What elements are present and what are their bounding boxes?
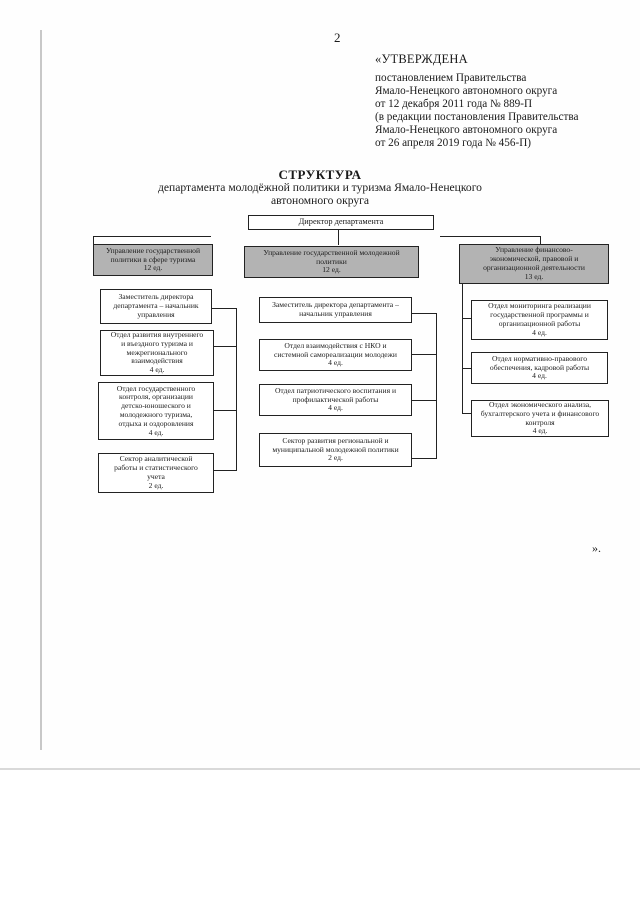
deputy-director-tourism-box — [100, 289, 212, 324]
box-text-line: управления — [137, 309, 175, 319]
connector-line — [412, 458, 437, 459]
box-text-line: организационной работы — [498, 319, 581, 328]
connector-line — [412, 313, 437, 314]
approved-heading: «УТВЕРЖДЕНА — [375, 52, 468, 66]
connector-line — [93, 236, 94, 244]
resolution-line: (в редакции постановления Правительства — [375, 111, 579, 123]
connector-line — [93, 236, 211, 237]
box-text-line: политики в сфере туризма — [110, 254, 196, 264]
legal-personnel-division-box — [471, 352, 608, 384]
resolution-line: от 26 апреля 2019 года № 456-П) — [375, 137, 531, 149]
connector-line — [440, 236, 540, 237]
box-text-line: детско-юношеского и — [121, 401, 191, 411]
box-text-line: 4 ед. — [532, 327, 547, 337]
box-text-line: 12 ед. — [322, 265, 341, 275]
box-text-line: Сектор аналитической — [119, 454, 193, 464]
box-text-line: Отдел государственного — [116, 383, 196, 393]
finance-legal-department-box — [459, 244, 609, 284]
box-text-line: Отдел развития внутреннего — [110, 330, 204, 340]
box-text-line: Заместитель директора департамента – — [272, 300, 399, 310]
document-subtitle: департамента молодёжной политики и туризма Ямало-Ненецкого — [158, 181, 482, 194]
state-control-division-box — [98, 382, 214, 440]
box-text-line: Отдел экономического анализа, — [488, 399, 592, 409]
box-text-line: 2 ед. — [328, 453, 343, 463]
box-text-line: Управление государственной — [105, 245, 201, 255]
youth-policy-department-box — [244, 246, 419, 278]
box-text-line: контроля — [525, 417, 555, 427]
box-text-line: 4 ед. — [532, 426, 548, 436]
connector-line — [540, 236, 541, 244]
page-edge — [0, 768, 640, 770]
connector-line — [462, 276, 463, 414]
box-text-line: работы и статистического — [114, 463, 198, 473]
program-monitoring-division-box — [471, 300, 608, 340]
connector-line — [214, 410, 237, 411]
box-text-line: 2 ед. — [148, 480, 164, 490]
box-text-line: обеспечения, кадровой работы — [489, 362, 590, 372]
box-text-line: Заместитель директора — [118, 292, 194, 302]
connector-line — [436, 313, 437, 459]
box-text-line: взаимодействия — [131, 356, 183, 366]
analytics-sector-box — [98, 453, 214, 493]
box-text-line: государственной программы и — [490, 310, 589, 320]
resolution-line: от 12 декабря 2011 года № 889-П — [375, 98, 533, 110]
tourism-policy-department-box — [93, 244, 213, 276]
resolution-line: Ямало-Ненецкого автономного округа — [375, 124, 558, 136]
box-text-line: Управление государственной молодежной — [263, 247, 400, 257]
document-subtitle: автономного округа — [270, 194, 370, 207]
scan-margin-mark — [40, 30, 42, 750]
box-text-line: учета — [147, 472, 165, 481]
resolution-line: постановлением Правительства — [375, 72, 527, 84]
connector-line — [212, 308, 237, 309]
economic-analysis-division-box — [471, 400, 609, 437]
closing-quote-mark: ». — [592, 541, 601, 555]
box-text-line: 13 ед. — [524, 271, 544, 281]
connector-line — [412, 354, 437, 355]
box-text-line: экономической, правовой и — [489, 254, 579, 264]
connector-line — [338, 228, 339, 245]
nko-interaction-division-box — [259, 339, 412, 371]
box-text-line: 4 ед. — [328, 358, 343, 368]
box-text-line: контроля, организации — [119, 392, 193, 402]
box-text-line: бухгалтерского учета и финансового — [480, 408, 600, 418]
box-text-line: Сектор развития региональной и — [282, 435, 389, 445]
domestic-tourism-division-box — [100, 330, 214, 376]
resolution-line: Ямало-Ненецкого автономного округа — [375, 85, 558, 97]
connector-line — [462, 318, 471, 319]
connector-line — [236, 308, 237, 471]
box-text-line: департамента – начальник — [113, 301, 199, 311]
box-text-line: межрегионального — [126, 347, 188, 357]
connector-line — [214, 470, 237, 471]
box-text-line: Отдел взаимодействия с НКО и — [284, 340, 387, 350]
director-label: Директор департамента — [298, 217, 384, 227]
box-text-line: Отдел патриотического воспитания и — [274, 385, 397, 395]
box-text-line: профилактической работы — [292, 394, 379, 404]
document-title: СТРУКТУРА — [278, 167, 362, 182]
box-text-line: отдыха и оздоровления — [118, 418, 194, 428]
box-text-line: Отдел мониторинга реализации — [488, 301, 591, 311]
box-text-line: политики — [316, 256, 347, 266]
regional-youth-policy-sector-box — [259, 433, 412, 467]
box-text-line: 4 ед. — [328, 403, 343, 413]
connector-line — [462, 368, 471, 369]
box-text-line: системной самореализации молодежи — [274, 349, 397, 359]
box-text-line: 4 ед. — [532, 371, 547, 381]
box-text-line: Управление финансово- — [495, 245, 573, 255]
box-text-line: молодежного туризма, — [119, 410, 193, 419]
box-text-line: и въездного туризма и — [121, 338, 193, 348]
director-box — [248, 215, 434, 230]
connector-line — [462, 413, 471, 414]
connector-line — [212, 346, 237, 347]
box-text-line: организационной деятельности — [483, 263, 585, 272]
patriotic-education-division-box — [259, 384, 412, 416]
box-text-line: 4 ед. — [148, 427, 164, 437]
box-text-line: 12 ед. — [143, 263, 163, 273]
box-text-line: Отдел нормативно-правового — [491, 353, 588, 363]
deputy-director-youth-box — [259, 297, 412, 323]
connector-line — [412, 400, 437, 401]
box-text-line: муниципальной молодежной политики — [272, 444, 399, 454]
page-number: 2 — [334, 30, 341, 45]
box-text-line: начальник управления — [299, 309, 372, 318]
box-text-line: 4 ед. — [149, 365, 165, 375]
